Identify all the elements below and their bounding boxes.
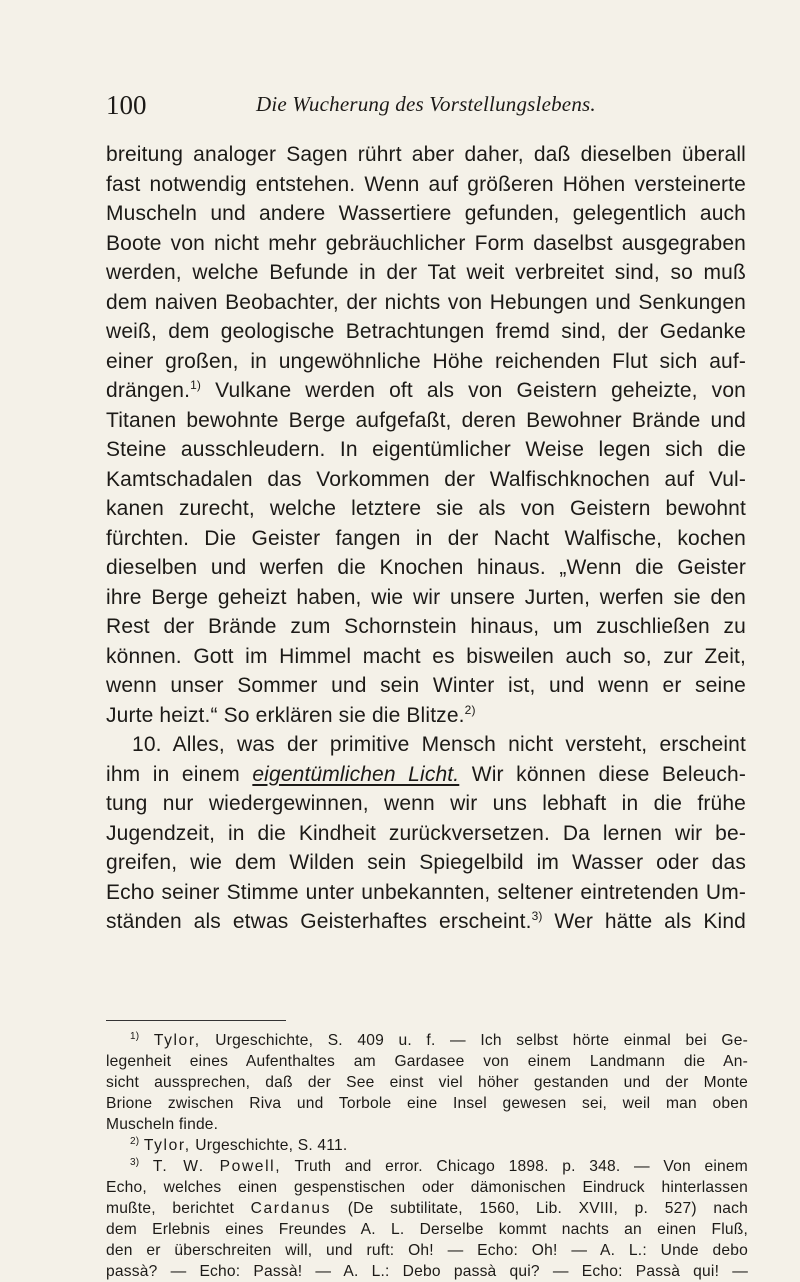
text-line: werden, welche Befunde in der Tat weit verbreitet sind, so muß bbox=[106, 261, 746, 284]
footnote-author: Tylor, bbox=[153, 1032, 201, 1049]
text-line bbox=[106, 376, 746, 406]
footnote-line: Muscheln finde. bbox=[106, 1116, 219, 1133]
text-line: breitung analoger Sagen rührt aber daher, daß dieselben überall bbox=[106, 143, 746, 166]
section-10-start: 10. Alles, was der primitive Mensch nicht versteht, erscheint bbox=[132, 733, 746, 756]
footnote-text: mußte, berichtet bbox=[106, 1200, 234, 1217]
page-number: 100 bbox=[106, 90, 147, 120]
footnote-line: Echo, welches einen gespenstischen oder dämonischen Eindruck hinterlassen bbox=[106, 1179, 748, 1196]
text-segment: drängen. bbox=[106, 379, 191, 402]
running-title: Die Wucherung des Vorstellungslebens. bbox=[256, 92, 596, 116]
footnote-text: Urgeschichte, S. 411. bbox=[195, 1137, 348, 1154]
text-line: greifen, wie dem Wilden sein Spiegelbild im Wasser oder das bbox=[106, 851, 746, 874]
footnote-3 bbox=[106, 1156, 748, 1177]
text-line: Echo seiner Stimme unter unbekannten, seltener eintretenden Um- bbox=[106, 880, 746, 904]
text-line: ihre Berge geheizt haben, wie wir unsere Jurten, werfen sie den bbox=[106, 585, 746, 609]
text-segment: Vulkane werden oft als von Geistern geheizte, von bbox=[215, 379, 746, 402]
footnote-text: Truth and error. Chicago 1898. p. 348. — Von einem bbox=[294, 1158, 748, 1175]
footnote-line: den er überschreiten will, und ruft: Oh! — Echo: Oh! — A. L.: Unde debo bbox=[106, 1242, 748, 1259]
footnotes bbox=[106, 1030, 748, 1282]
footnote-1 bbox=[106, 1030, 748, 1051]
footnote-divider bbox=[106, 1020, 286, 1021]
text-line: wenn unser Sommer und sein Winter ist, und wenn er seine bbox=[106, 674, 746, 697]
footnote-author: Cardanus bbox=[250, 1200, 332, 1217]
text-line: weiß, dem geologische Betrachtungen fremd sind, der Gedanke bbox=[106, 320, 746, 343]
footnote-line bbox=[106, 1198, 748, 1219]
footnote-text: (De subtilitate, 1560, Lib. XVIII, p. 527) nach bbox=[347, 1200, 748, 1217]
footnote-line: dem Erlebnis eines Freundes A. L. Derselbe kommt nachts an einen Fluß, bbox=[106, 1221, 748, 1238]
text-line: fürchten. Die Geister fangen in der Nacht Walfische, kochen bbox=[106, 526, 746, 550]
text-line bbox=[106, 907, 746, 937]
text-line: Boote von nicht mehr gebräuchlicher Form daselbst ausgegraben bbox=[106, 231, 746, 255]
text-segment: Wer hätte als Kind bbox=[554, 910, 746, 933]
text-line: Steine ausschleudern. In eigentümlicher Weise legen sich die bbox=[106, 438, 746, 461]
text-line bbox=[106, 701, 746, 731]
text-line: dieselben und werfen die Knochen hinaus. „Wenn die Geister bbox=[106, 556, 746, 579]
footnote-line: Brione zwischen Riva und Torbole eine Insel gewesen sei, weil man oben bbox=[106, 1095, 748, 1112]
text-line: Muscheln und andere Wassertiere gefunden, gelegentlich auch bbox=[106, 202, 746, 225]
footnote-2 bbox=[106, 1135, 748, 1156]
text-line: Rest der Brände zum Schornstein hinaus, um zuschließen zu bbox=[106, 615, 746, 638]
footnote-text: Urgeschichte, S. 409 u. f. — Ich selbst hörte einmal bei Ge- bbox=[215, 1032, 748, 1049]
footnote-mark: 1) bbox=[130, 1030, 140, 1042]
text-line: können. Gott im Himmel macht es bisweilen auch so, zur Zeit, bbox=[106, 644, 746, 668]
text-line: Kamtschadalen das Vorkommen der Walfischknochen auf Vul- bbox=[106, 467, 746, 491]
text-segment: ihm in einem bbox=[106, 762, 240, 786]
main-text bbox=[106, 140, 746, 937]
footnote-ref: 1) bbox=[190, 378, 202, 392]
footnote-line: legenheit eines Aufenthaltes am Gardasee von einem Landmann die An- bbox=[106, 1053, 748, 1070]
text-segment: Wir können diese Beleuch- bbox=[471, 762, 746, 786]
text-line: fast notwendig entstehen. Wenn auf größeren Höhen versteinerte bbox=[106, 172, 746, 196]
emphasis: eigentümlichen Licht. bbox=[252, 762, 460, 786]
footnote-author: T. W. Powell, bbox=[152, 1158, 282, 1175]
text-line: dem naiven Beobachter, der nichts von Hebungen und Senkungen bbox=[106, 290, 746, 314]
text-line: kanen zurecht, welche letztere sie als von Geistern bewohnt bbox=[106, 497, 746, 520]
footnote-author: Tylor, bbox=[143, 1137, 191, 1154]
footnote-mark: 2) bbox=[130, 1135, 140, 1147]
text-line: tung nur wiedergewinnen, wenn wir uns lebhaft in die frühe bbox=[106, 792, 746, 815]
text-line bbox=[106, 760, 746, 790]
text-line: Titanen bewohnte Berge aufgefaßt, deren Bewohner Brände und bbox=[106, 408, 746, 432]
footnote-line: passà? — Echo: Passà! — A. L.: Debo passà qui? — Echo: Passà qui! — bbox=[106, 1263, 748, 1280]
text-segment: Jurte heizt.“ So erklären sie die Blitze. bbox=[106, 703, 465, 727]
text-segment: ständen als etwas Geisterhaftes erscheint. bbox=[106, 910, 532, 933]
footnote-ref: 3) bbox=[531, 909, 543, 923]
footnote-line: sicht aussprechen, daß der See einst viel höher gestanden und der Monte bbox=[106, 1074, 748, 1091]
text-line: Jugendzeit, in die Kindheit zurückversetzen. Da lernen wir be- bbox=[106, 821, 746, 845]
footnote-ref: 2) bbox=[464, 702, 476, 717]
text-line: einer großen, in ungewöhnliche Höhe reichenden Flut sich auf- bbox=[106, 349, 746, 373]
footnote-mark: 3) bbox=[130, 1156, 140, 1168]
page-header bbox=[106, 90, 740, 120]
